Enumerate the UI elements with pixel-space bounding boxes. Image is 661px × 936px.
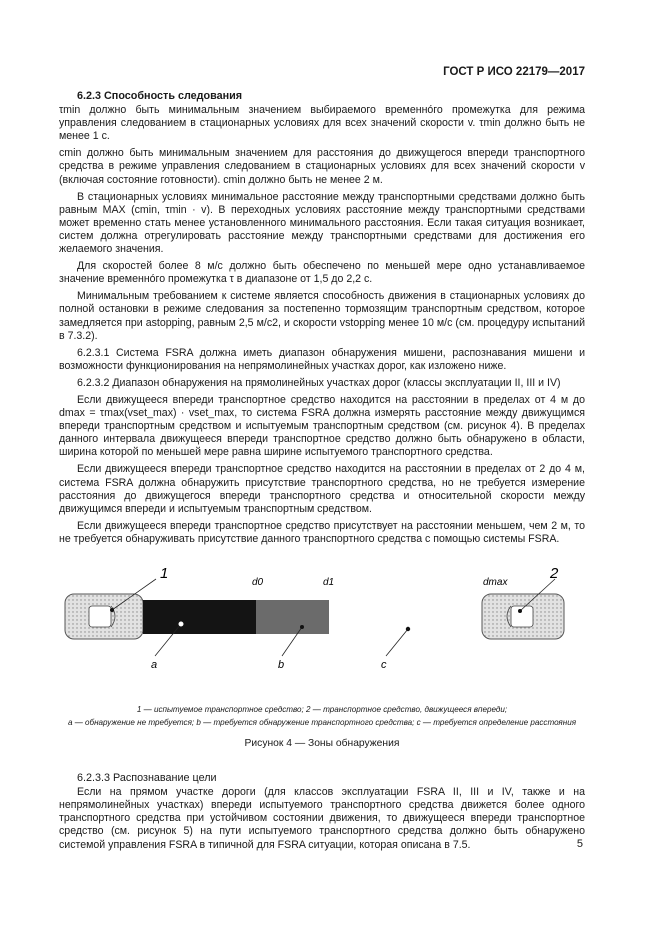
section-heading: 6.2.3 Способность следования bbox=[77, 90, 243, 102]
pointer-c bbox=[386, 629, 408, 656]
detection-zones-figure bbox=[59, 554, 585, 704]
paragraph: τmin должно быть минимальным значением выбираемого временнóго промежутка для режима управления следованием в стационарных условиях для всех значений скорости v. τmin должно быть не менее 1 с. bbox=[59, 104, 585, 143]
paragraph: cmin должно быть минимальным значением для расстояния до движущегося впереди транспортного средства в режиме управления следованием в стационарных условиях для всех значений скорости v (включая состояние готовности). cmin должно быть не менее 2 м. bbox=[59, 147, 585, 186]
legend-line-2: a — обнаружение не требуется; b — требуется обнаружение транспортного средства; c — требуется определение расстояния bbox=[67, 717, 577, 727]
paragraph: Для скоростей более 8 м/с должно быть обеспечено по меньшей мере одно устанавливаемое значение временнóго промежутка τ в диапазоне от 1,5 до 2,2 с. bbox=[59, 260, 585, 286]
test-vehicle-icon bbox=[65, 594, 143, 639]
pointer-dot-c bbox=[406, 627, 410, 631]
zone-b bbox=[256, 600, 329, 634]
pointer-dot-b bbox=[300, 625, 304, 629]
label-b: b bbox=[278, 659, 285, 671]
page-number: 5 bbox=[576, 838, 583, 850]
paragraph: 6.2.3.1 Система FSRA должна иметь диапазон обнаружения мишени, распознавания мишени и возможности функционирования на непрямолинейных участках дорог, как изложено ниже. bbox=[59, 346, 585, 372]
pointer-dot-a bbox=[179, 622, 183, 626]
paragraph: 6.2.3.2 Диапазон обнаружения на прямолинейных участках дорог (классы эксплуатации II, III и IV) bbox=[77, 376, 561, 389]
detection-zones-diagram bbox=[59, 554, 585, 704]
label-c: c bbox=[381, 659, 387, 671]
label-d0: d0 bbox=[252, 577, 264, 588]
paragraph: Если движущееся впереди транспортное средство присутствует на расстоянии меньшем, чем 2 м, то не требуется обнаруживать присутствие данного транспортного средства с помощью системы FSRA. bbox=[59, 519, 585, 545]
label-d1: d1 bbox=[323, 577, 335, 588]
paragraph: В стационарных условиях минимальное расстояние между транспортными средствами должно быть равным MAX (cmin, τmin · v). В переходных условиях расстояние между транспортными средствами может временно стать менее установленного минимального расстояния. Если такая ситуация возникает, систем должна отрегулировать расстояние между транспортными средствами для достижения его желаемого значения. bbox=[59, 190, 585, 256]
figure-title: Рисунок 4 — Зоны обнаружения bbox=[244, 738, 400, 749]
paragraph: Если движущееся впереди транспортное средство находится на расстоянии в пределах от 4 м до dmax = τmax(vset_max) · vset_max, то система FSRA должна измерять расстояние между движущимся впереди транспортным средством и испытуемым транспортным средством (см. рисунок 4). В пределах данного интервала движущееся впереди транспортное средство должно быть обнаружено в области, ширина которой по меньшей мере равна ширине испытуемого транспортного средства. bbox=[59, 393, 585, 459]
label-a: a bbox=[151, 659, 158, 671]
paragraph: Если на прямом участке дороги (для классов эксплуатации FSRA II, III и IV, также и на непрямолинейных участках) впереди испытуемого транспортного средства движется более одного транспортного средства при устойчивом состоянии движения, то движущееся впереди транспортное средство (см. рисунок 5) на пути испытуемого транспортного средства должно быть обнаружено системой управления FSRA в типичной для FSRA ситуации, которая описана в 7.5. bbox=[59, 786, 585, 851]
zone-a bbox=[143, 600, 256, 634]
pointer-dot-1 bbox=[110, 608, 114, 612]
standard-number: ГОСТ Р ИСО 22179—2017 bbox=[443, 66, 585, 78]
paragraph: Минимальным требованием к системе является способность движения в стационарных условиях до полной остановки в режиме следования за постепенно тормозящим транспортным средством, которое замедляется при astopping, равным 2,5 м/с2, и скорости vstopping менее 10 м/с (см. процедуру испытаний в 7.3.2). bbox=[59, 290, 585, 342]
subsection-heading: 6.2.3.3 Распознавание цели bbox=[77, 772, 217, 785]
lead-vehicle-icon bbox=[482, 594, 564, 639]
figure-legend bbox=[59, 704, 585, 729]
document-body bbox=[59, 90, 585, 856]
label-2: 2 bbox=[550, 565, 559, 582]
label-1: 1 bbox=[160, 565, 169, 582]
label-dmax: dmax bbox=[483, 577, 508, 588]
pointer-dot-2 bbox=[518, 609, 522, 613]
legend-line-1: 1 — испытуемое транспортное средство; 2 — транспортное средство, движущееся впереди; bbox=[136, 705, 508, 714]
paragraph: Если движущееся впереди транспортное средство находится на расстоянии в пределах от 2 до 4 м, система FSRA должна обнаружить присутствие транспортного средства, но не требуется измерение расстояния до движущегося впереди транспортного средства и относительной скорости между движущимся впереди и испытуемым транспортным средством. bbox=[59, 463, 585, 515]
